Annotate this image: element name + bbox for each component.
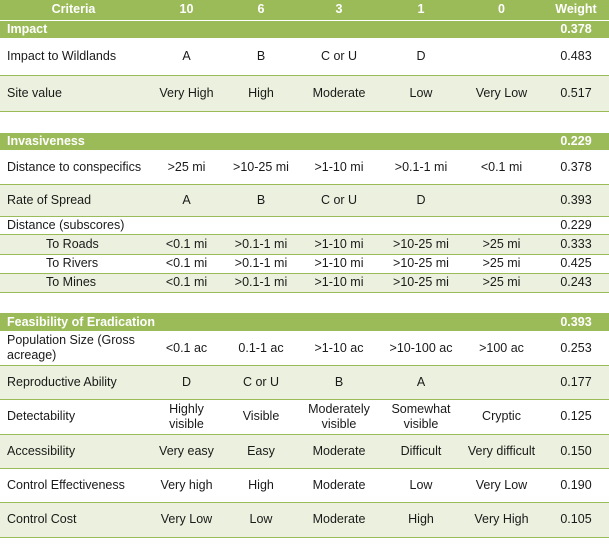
- score-1-cell: Low: [382, 75, 460, 111]
- table-row: [0, 216, 609, 234]
- section-header-row: [0, 133, 609, 150]
- score-10-cell: A: [147, 184, 226, 216]
- header-score-1: 1: [382, 0, 460, 20]
- weight-cell: 0.425: [543, 254, 609, 273]
- spacer-cell: [0, 111, 609, 133]
- weight-cell: 0.517: [543, 75, 609, 111]
- criteria-cell: To Roads: [0, 234, 147, 254]
- criteria-cell: Reproductive Ability: [0, 365, 147, 399]
- section-weight: 0.229: [543, 133, 609, 150]
- score-3-cell: >1-10 mi: [296, 150, 382, 184]
- score-1-cell: [382, 216, 460, 234]
- section-label: Feasibility of Eradication: [0, 313, 543, 331]
- score-0-cell: [460, 184, 543, 216]
- score-10-cell: Very Low: [147, 502, 226, 537]
- table-row: [0, 502, 609, 537]
- score-1-cell: D: [382, 38, 460, 75]
- table-row: [0, 399, 609, 434]
- score-6-cell: >0.1-1 mi: [226, 273, 296, 292]
- score-10-cell: <0.1 mi: [147, 273, 226, 292]
- table-row: [0, 365, 609, 399]
- score-0-cell: >100 ac: [460, 331, 543, 365]
- criteria-cell: Detectability: [0, 399, 147, 434]
- criteria-cell: Population Size (Gross acreage): [0, 331, 147, 365]
- weight-cell: 0.253: [543, 331, 609, 365]
- score-0-cell: Very High: [460, 502, 543, 537]
- table-row: [0, 468, 609, 502]
- score-10-cell: <0.1 mi: [147, 234, 226, 254]
- score-3-cell: >1-10 ac: [296, 331, 382, 365]
- score-0-cell: Very Low: [460, 75, 543, 111]
- criteria-cell: Control Cost: [0, 502, 147, 537]
- header-score-0: 0: [460, 0, 543, 20]
- score-3-cell: [296, 216, 382, 234]
- score-1-cell: Low: [382, 468, 460, 502]
- weight-cell: 0.105: [543, 502, 609, 537]
- score-10-cell: <0.1 ac: [147, 331, 226, 365]
- section-header-row: [0, 313, 609, 331]
- score-0-cell: [460, 365, 543, 399]
- score-3-cell: C or U: [296, 184, 382, 216]
- weight-cell: 0.393: [543, 184, 609, 216]
- table-row: [0, 331, 609, 365]
- score-0-cell: Cryptic: [460, 399, 543, 434]
- header-score-3: 3: [296, 0, 382, 20]
- table-row: [0, 434, 609, 468]
- section-weight: 0.378: [543, 20, 609, 38]
- section-header-row: [0, 20, 609, 38]
- section-label: Invasiveness: [0, 133, 543, 150]
- score-10-cell: >25 mi: [147, 150, 226, 184]
- header-weight: Weight: [543, 0, 609, 20]
- table-row: [0, 38, 609, 75]
- criteria-cell: Site value: [0, 75, 147, 111]
- score-6-cell: >0.1-1 mi: [226, 234, 296, 254]
- criteria-cell: Distance (subscores): [0, 216, 147, 234]
- score-10-cell: Very High: [147, 75, 226, 111]
- spacer-row: [0, 111, 609, 133]
- header-score-10: 10: [147, 0, 226, 20]
- header-row: [0, 0, 609, 20]
- score-6-cell: High: [226, 468, 296, 502]
- score-0-cell: >25 mi: [460, 273, 543, 292]
- weight-cell: 0.483: [543, 38, 609, 75]
- criteria-cell: Impact to Wildlands: [0, 38, 147, 75]
- section-label: Impact: [0, 20, 543, 38]
- score-3-cell: B: [296, 365, 382, 399]
- subscore-row: [0, 273, 609, 292]
- score-10-cell: <0.1 mi: [147, 254, 226, 273]
- score-0-cell: Very difficult: [460, 434, 543, 468]
- weight-cell: 0.190: [543, 468, 609, 502]
- score-10-cell: D: [147, 365, 226, 399]
- criteria-cell: Accessibility: [0, 434, 147, 468]
- weight-cell: 0.243: [543, 273, 609, 292]
- header-score-6: 6: [226, 0, 296, 20]
- score-6-cell: Easy: [226, 434, 296, 468]
- score-0-cell: >25 mi: [460, 234, 543, 254]
- score-0-cell: Very Low: [460, 468, 543, 502]
- spacer-row: [0, 292, 609, 313]
- score-3-cell: C or U: [296, 38, 382, 75]
- score-1-cell: High: [382, 502, 460, 537]
- score-0-cell: >25 mi: [460, 254, 543, 273]
- score-3-cell: >1-10 mi: [296, 273, 382, 292]
- score-3-cell: >1-10 mi: [296, 254, 382, 273]
- score-1-cell: >10-25 mi: [382, 254, 460, 273]
- weight-cell: 0.177: [543, 365, 609, 399]
- score-3-cell: Moderate: [296, 468, 382, 502]
- score-10-cell: A: [147, 38, 226, 75]
- score-10-cell: Highly visible: [147, 399, 226, 434]
- score-6-cell: High: [226, 75, 296, 111]
- score-1-cell: >10-25 mi: [382, 273, 460, 292]
- score-1-cell: Somewhat visible: [382, 399, 460, 434]
- weight-cell: 0.229: [543, 216, 609, 234]
- score-1-cell: >10-100 ac: [382, 331, 460, 365]
- score-6-cell: Visible: [226, 399, 296, 434]
- score-1-cell: >10-25 mi: [382, 234, 460, 254]
- score-6-cell: B: [226, 184, 296, 216]
- score-0-cell: <0.1 mi: [460, 150, 543, 184]
- score-3-cell: Moderately visible: [296, 399, 382, 434]
- criteria-cell: Rate of Spread: [0, 184, 147, 216]
- table-row: [0, 75, 609, 111]
- subscore-row: [0, 234, 609, 254]
- score-6-cell: >10-25 mi: [226, 150, 296, 184]
- score-1-cell: A: [382, 365, 460, 399]
- spacer-cell: [0, 292, 609, 313]
- score-1-cell: >0.1-1 mi: [382, 150, 460, 184]
- score-6-cell: >0.1-1 mi: [226, 254, 296, 273]
- criteria-cell: To Rivers: [0, 254, 147, 273]
- section-weight: 0.393: [543, 313, 609, 331]
- score-10-cell: Very easy: [147, 434, 226, 468]
- criteria-cell: To Mines: [0, 273, 147, 292]
- weight-cell: 0.378: [543, 150, 609, 184]
- score-3-cell: >1-10 mi: [296, 234, 382, 254]
- score-0-cell: [460, 216, 543, 234]
- criteria-cell: Control Effectiveness: [0, 468, 147, 502]
- criteria-table-body: [0, 20, 609, 537]
- weight-cell: 0.150: [543, 434, 609, 468]
- score-6-cell: B: [226, 38, 296, 75]
- header-criteria: Criteria: [0, 0, 147, 20]
- score-3-cell: Moderate: [296, 75, 382, 111]
- score-10-cell: [147, 216, 226, 234]
- score-6-cell: [226, 216, 296, 234]
- score-0-cell: [460, 38, 543, 75]
- score-1-cell: D: [382, 184, 460, 216]
- score-6-cell: 0.1-1 ac: [226, 331, 296, 365]
- subscore-row: [0, 254, 609, 273]
- score-6-cell: Low: [226, 502, 296, 537]
- table-row: [0, 150, 609, 184]
- score-10-cell: Very high: [147, 468, 226, 502]
- score-6-cell: C or U: [226, 365, 296, 399]
- score-3-cell: Moderate: [296, 502, 382, 537]
- score-3-cell: Moderate: [296, 434, 382, 468]
- weight-cell: 0.333: [543, 234, 609, 254]
- weight-cell: 0.125: [543, 399, 609, 434]
- table-row: [0, 184, 609, 216]
- score-1-cell: Difficult: [382, 434, 460, 468]
- criteria-cell: Distance to conspecifics: [0, 150, 147, 184]
